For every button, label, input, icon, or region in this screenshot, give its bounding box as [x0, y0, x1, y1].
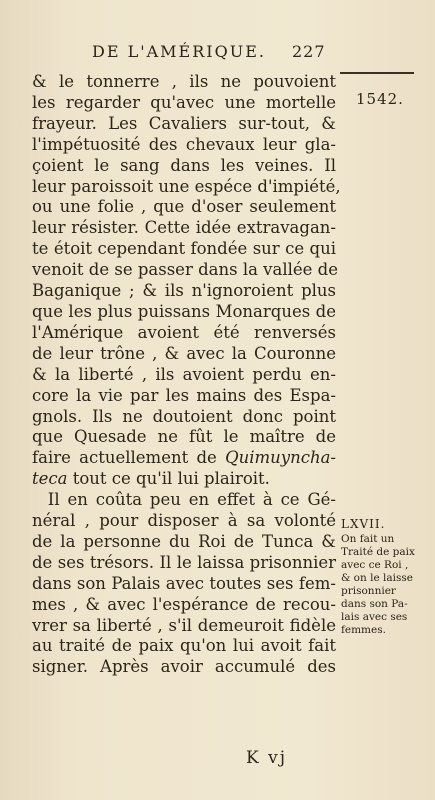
- text-line: que Quesade ne fût le maître de: [32, 427, 336, 447]
- text-line: te étoit cependant fondée sur ce qui: [32, 239, 336, 259]
- running-head: DE L'AMÉRIQUE.: [92, 42, 266, 61]
- page-number: 227: [292, 42, 326, 61]
- text-fragment: tout ce qu'il lui plairoit.: [72, 469, 270, 489]
- header-rule: [340, 72, 414, 74]
- text-line: leur paroissoit une espéce d'impiété,: [32, 176, 341, 196]
- text-line: de leur trône , & avec la Couronne: [32, 343, 336, 363]
- margin-note-number: LXVII.: [341, 517, 386, 531]
- margin-note-line: lais avec ses: [341, 611, 408, 623]
- body-text: [32, 72, 341, 678]
- text-line: & le tonnerre , ils ne pouvoient: [32, 72, 336, 91]
- text-line: frayeur. Les Cavaliers sur-tout, &: [32, 113, 336, 133]
- margin-note-line: Traité de paix: [341, 546, 415, 558]
- margin-note: [341, 518, 425, 637]
- italic-place-name: teca: [32, 469, 68, 489]
- text-line: néral , pour disposer à sa volonté: [32, 511, 336, 531]
- text-line: Baganique ; & ils n'ignoroient plus: [32, 281, 336, 301]
- text-line: gnols. Ils ne doutoient donc point: [32, 406, 336, 426]
- margin-note-line: dans son Pa-: [341, 598, 408, 610]
- text-line: leur résister. Cette idée extravagan-: [32, 218, 336, 238]
- margin-note-line: avec ce Roi ,: [341, 559, 409, 571]
- text-line: dans son Palais avec toutes ses fem-: [32, 573, 336, 593]
- text-line: [32, 469, 336, 490]
- paragraph-start-line: [32, 490, 336, 511]
- margin-note-line: & on le laisse: [341, 572, 413, 584]
- margin-note-line: femmes.: [341, 624, 386, 636]
- text-line: ou une folie , que d'oser seulement: [32, 197, 336, 217]
- text-line: de la personne du Roi de Tunca &: [32, 531, 336, 551]
- text-line: vrer sa liberté , s'il demeuroit fidèle: [32, 615, 336, 635]
- text-line: & la liberté , ils avoient perdu en-: [32, 364, 336, 384]
- text-line: venoit de se passer dans la vallée de: [32, 260, 338, 280]
- italic-place-name: Quimuyncha-: [225, 448, 337, 468]
- text-fragment: Il en coûta peu en effet à ce Gé-: [47, 490, 336, 510]
- text-line: mes , & avec l'espérance de recou-: [32, 594, 336, 614]
- text-line: core la vie par les mains des Espa-: [32, 385, 336, 405]
- text-line: l'Amérique avoient été renversés: [32, 322, 336, 342]
- signature-mark: K vj: [246, 748, 287, 768]
- margin-note-line: prisonnier: [341, 585, 396, 597]
- text-line: çoient le sang dans les veines. Il: [32, 155, 336, 175]
- text-line: l'impétuosité des chevaux leur gla-: [32, 134, 336, 154]
- text-line: que les plus puissans Monarques de: [32, 301, 336, 321]
- text-line: de ses trésors. Il le laissa prisonnier: [32, 552, 336, 572]
- page-header: [0, 38, 435, 68]
- text-line: au traité de paix qu'on lui avoit fait: [32, 636, 336, 656]
- text-fragment: faire actuellement de: [32, 448, 217, 468]
- margin-year: 1542.: [356, 90, 404, 108]
- text-line: les regarder qu'avec une mortelle: [32, 92, 336, 112]
- text-line: signer. Après avoir accumulé des: [32, 657, 336, 677]
- text-line: [32, 448, 336, 469]
- margin-note-line: On fait un: [341, 533, 395, 545]
